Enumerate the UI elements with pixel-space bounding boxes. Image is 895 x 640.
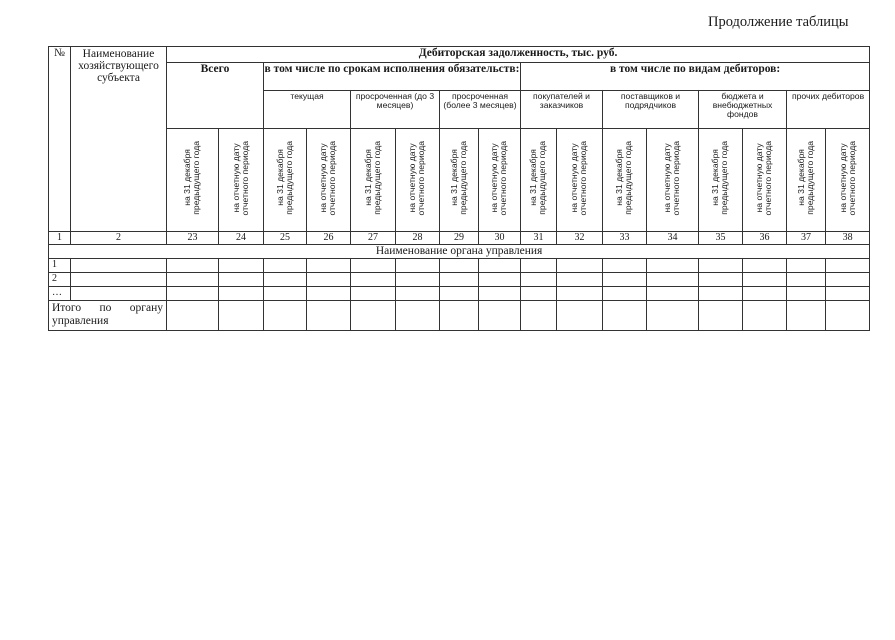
header-by-terms: в том числе по срокам исполнения обязательств: xyxy=(264,63,521,91)
column-numbers-row xyxy=(49,232,870,245)
column-number: 31 xyxy=(521,232,557,245)
value-cell xyxy=(521,287,557,301)
header-others: прочих дебиторов xyxy=(787,91,870,129)
value-cell xyxy=(557,273,603,287)
value-cell xyxy=(167,273,219,287)
value-cell xyxy=(557,259,603,273)
column-number: 35 xyxy=(699,232,743,245)
value-cell xyxy=(307,287,351,301)
column-number: 36 xyxy=(743,232,787,245)
value-cell xyxy=(479,287,521,301)
value-cell xyxy=(826,287,870,301)
column-number: 1 xyxy=(49,232,71,245)
receivables-table xyxy=(48,46,870,331)
value-cell xyxy=(603,259,647,273)
value-cell xyxy=(521,259,557,273)
total-row xyxy=(49,301,870,331)
value-cell xyxy=(440,259,479,273)
subheader-date-prev: на 31 декабря предыдущего года xyxy=(710,141,730,216)
subheader-cell xyxy=(826,129,870,232)
header-overdue-3: просроченная (до 3 месяцев) xyxy=(351,91,440,129)
value-cell xyxy=(557,287,603,301)
value-cell xyxy=(647,287,699,301)
subheader-cell xyxy=(647,129,699,232)
header-suppliers: поставщиков и подрядчиков xyxy=(603,91,699,129)
entity-name-cell xyxy=(71,287,167,301)
row-number: … xyxy=(49,287,71,301)
subheader-cell xyxy=(787,129,826,232)
column-number: 24 xyxy=(219,232,264,245)
value-cell xyxy=(557,301,603,331)
value-cell xyxy=(699,287,743,301)
value-cell xyxy=(440,301,479,331)
row-number: 2 xyxy=(49,273,71,287)
subheader-date-prev: на 31 декабря предыдущего года xyxy=(182,141,202,216)
value-cell xyxy=(264,259,307,273)
column-number: 23 xyxy=(167,232,219,245)
value-cell xyxy=(440,273,479,287)
subheader-date-report: на отчетную дату отчетного периода xyxy=(407,141,427,216)
value-cell xyxy=(603,273,647,287)
value-cell xyxy=(787,259,826,273)
value-cell xyxy=(826,301,870,331)
subheader-cell xyxy=(167,129,219,232)
subheader-cell xyxy=(351,129,396,232)
row-number: 1 xyxy=(49,259,71,273)
subheader-date-report: на отчетную дату отчетного периода xyxy=(754,141,774,216)
subheader-cell xyxy=(521,129,557,232)
value-cell xyxy=(219,301,264,331)
subheader-date-prev: на 31 декабря предыдущего года xyxy=(795,141,815,216)
subheader-date-report: на отчетную дату отчетного периода xyxy=(662,141,682,216)
subheader-date-report: на отчетную дату отчетного периода xyxy=(230,141,250,216)
column-number: 38 xyxy=(826,232,870,245)
value-cell xyxy=(787,301,826,331)
value-cell xyxy=(479,301,521,331)
header-num: № xyxy=(49,47,71,232)
value-cell xyxy=(647,259,699,273)
value-cell xyxy=(826,273,870,287)
value-cell xyxy=(647,273,699,287)
column-number: 32 xyxy=(557,232,603,245)
subheader-date-prev: на 31 декабря предыдущего года xyxy=(614,141,634,216)
value-cell xyxy=(699,301,743,331)
column-number: 25 xyxy=(264,232,307,245)
value-cell xyxy=(219,259,264,273)
table-row xyxy=(49,259,870,273)
column-number: 2 xyxy=(71,232,167,245)
column-number: 33 xyxy=(603,232,647,245)
value-cell xyxy=(787,287,826,301)
subheader-date-report: на отчетную дату отчетного периода xyxy=(489,141,509,216)
value-cell xyxy=(307,273,351,287)
value-cell xyxy=(167,287,219,301)
subheader-date-prev: на 31 декабря предыдущего года xyxy=(448,141,468,216)
value-cell xyxy=(396,259,440,273)
entity-name-cell xyxy=(71,259,167,273)
value-cell xyxy=(219,273,264,287)
subheader-cell xyxy=(603,129,647,232)
value-cell xyxy=(647,301,699,331)
header-current: текущая xyxy=(264,91,351,129)
value-cell xyxy=(167,301,219,331)
value-cell xyxy=(603,301,647,331)
header-buyers: покупателей и заказчиков xyxy=(521,91,603,129)
subheader-cell xyxy=(479,129,521,232)
value-cell xyxy=(743,273,787,287)
subheader-cell xyxy=(396,129,440,232)
value-cell xyxy=(603,287,647,301)
table-continuation-caption: Продолжение таблицы xyxy=(708,14,849,30)
subheader-cell xyxy=(219,129,264,232)
subheader-date-report: на отчетную дату отчетного периода xyxy=(318,141,338,216)
subheader-date-prev: на 31 декабря предыдущего года xyxy=(362,141,382,216)
header-overdue-more: просроченная (более 3 месяцев) xyxy=(440,91,521,129)
column-number: 28 xyxy=(396,232,440,245)
value-cell xyxy=(167,259,219,273)
column-number: 29 xyxy=(440,232,479,245)
governing-body-row: Наименование органа управления xyxy=(49,245,870,259)
value-cell xyxy=(826,259,870,273)
value-cell xyxy=(396,301,440,331)
value-cell xyxy=(479,259,521,273)
value-cell xyxy=(699,273,743,287)
value-cell xyxy=(521,273,557,287)
value-cell xyxy=(351,259,396,273)
value-cell xyxy=(264,273,307,287)
value-cell xyxy=(219,287,264,301)
value-cell xyxy=(743,301,787,331)
column-number: 30 xyxy=(479,232,521,245)
column-number: 26 xyxy=(307,232,351,245)
subheader-cell xyxy=(264,129,307,232)
value-cell xyxy=(521,301,557,331)
subheader-cell xyxy=(440,129,479,232)
column-number: 37 xyxy=(787,232,826,245)
value-cell xyxy=(351,287,396,301)
header-budget: бюджета и внебюджетных фондов xyxy=(699,91,787,129)
subheader-date-prev: на 31 декабря предыдущего года xyxy=(274,141,294,216)
value-cell xyxy=(743,287,787,301)
subheader-cell xyxy=(307,129,351,232)
entity-name-cell xyxy=(71,273,167,287)
value-cell xyxy=(743,259,787,273)
value-cell xyxy=(396,287,440,301)
column-number: 27 xyxy=(351,232,396,245)
subheader-cell xyxy=(557,129,603,232)
value-cell xyxy=(264,287,307,301)
subheader-date-report: на отчетную дату отчетного периода xyxy=(837,141,857,216)
table-row xyxy=(49,287,870,301)
value-cell xyxy=(307,259,351,273)
subheader-cell xyxy=(743,129,787,232)
header-by-debtors: в том числе по видам дебиторов: xyxy=(521,63,870,91)
value-cell xyxy=(264,301,307,331)
subheader-date-report: на отчетную дату отчетного периода xyxy=(569,141,589,216)
value-cell xyxy=(787,273,826,287)
total-label: Итого по органу управления xyxy=(49,301,167,331)
header-receivables: Дебиторская задолженность, тыс. руб. xyxy=(167,47,870,63)
value-cell xyxy=(440,287,479,301)
value-cell xyxy=(396,273,440,287)
value-cell xyxy=(351,273,396,287)
value-cell xyxy=(479,273,521,287)
table-row xyxy=(49,273,870,287)
value-cell xyxy=(307,301,351,331)
value-cell xyxy=(699,259,743,273)
value-cell xyxy=(351,301,396,331)
subheader-cell xyxy=(699,129,743,232)
column-number: 34 xyxy=(647,232,699,245)
header-total: Всего xyxy=(167,63,264,129)
subheader-date-prev: на 31 декабря предыдущего года xyxy=(528,141,548,216)
header-entity-name: Наименование хозяйствующего субъекта xyxy=(71,47,167,232)
